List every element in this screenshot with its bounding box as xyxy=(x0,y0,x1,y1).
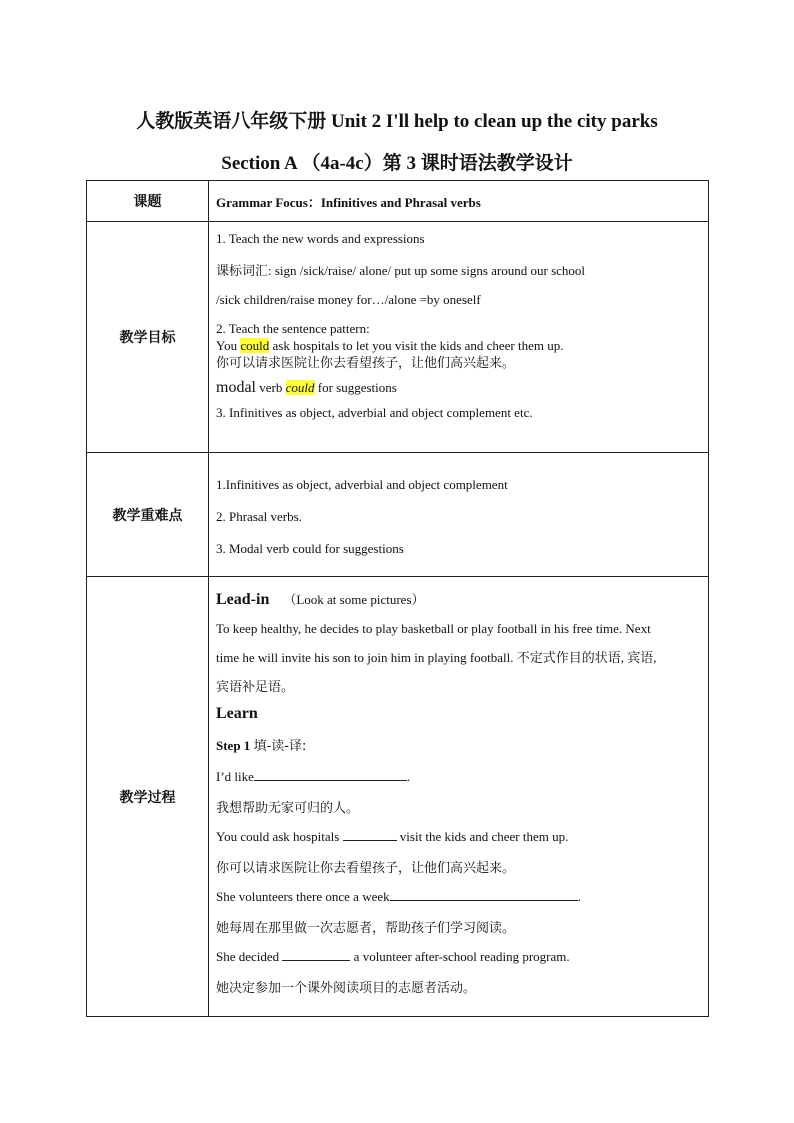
exercise-1: I’d like . xyxy=(216,769,411,784)
answer-blank[interactable] xyxy=(254,768,407,781)
key-points-cell xyxy=(209,453,709,577)
objective-line-8: 3. Infinitives as object, adverbial and object complement etc. xyxy=(216,405,533,420)
objectives-cell xyxy=(209,222,709,453)
exercise-3-translation: 她每周在那里做一次志愿者，帮助孩子们学习阅读。 xyxy=(216,921,516,936)
exercise-4: She decided a volunteer after-school reading program. xyxy=(216,949,570,964)
objective-line-1: 1. Teach the new words and expressions xyxy=(216,231,425,246)
highlight-could-italic: could xyxy=(285,380,315,395)
answer-blank[interactable] xyxy=(282,948,350,961)
process-cell xyxy=(209,577,709,1017)
topic-cell xyxy=(209,181,709,222)
leadin-heading: Lead-in （Look at some pictures） xyxy=(216,591,425,608)
exercise-1-translation: 我想帮助无家可归的人。 xyxy=(216,801,360,816)
objective-line-6: 你可以请求医院让你去看望孩子，让他们高兴起来。 xyxy=(216,356,516,371)
document-title-line2: Section A （4a-4c）第 3 课时语法教学设计 xyxy=(221,153,573,174)
answer-blank[interactable] xyxy=(390,888,578,901)
highlight-could: could xyxy=(240,338,270,353)
objective-line-5: You could ask hospitals to let you visit the kids and cheer them up. xyxy=(216,338,564,353)
table-row-objectives xyxy=(87,222,709,453)
topic-text: Grammar Focus：Infinitives and Phrasal verbs xyxy=(216,194,481,210)
table-row-key-points xyxy=(87,453,709,577)
exercise-3: She volunteers there once a week . xyxy=(216,889,581,904)
learn-heading: Learn xyxy=(216,705,258,722)
objective-line-4: 2. Teach the sentence pattern: xyxy=(216,321,370,336)
leadin-para-2: time he will invite his son to join him in playing football. 不定式作目的状语, 宾语, xyxy=(216,650,657,665)
label-key-points: 教学重难点 xyxy=(87,453,209,577)
exercise-2: You could ask hospitals visit the kids and cheer them up. xyxy=(216,829,569,844)
objective-line-3: /sick children/raise money for…/alone =by oneself xyxy=(216,292,481,307)
key-point-1: 1.Infinitives as object, adverbial and object complement xyxy=(216,477,508,492)
leadin-para-3: 宾语补足语。 xyxy=(216,679,295,694)
leadin-para-1: To keep healthy, he decides to play basketball or play football in his free time. Next xyxy=(216,621,651,636)
exercise-2-translation: 你可以请求医院让你去看望孩子，让他们高兴起来。 xyxy=(216,861,516,876)
answer-blank[interactable] xyxy=(343,828,397,841)
objective-line-7: modal verb could for suggestions xyxy=(216,379,397,396)
table-row-topic xyxy=(87,181,709,222)
table-row-process xyxy=(87,577,709,1017)
label-process: 教学过程 xyxy=(87,577,209,1017)
step-1-heading: Step 1 填-读-译: xyxy=(216,738,307,754)
key-point-2: 2. Phrasal verbs. xyxy=(216,509,302,524)
lesson-plan-table xyxy=(86,180,709,1017)
exercise-4-translation: 她决定参加一个课外阅读项目的志愿者活动。 xyxy=(216,981,477,996)
label-objectives: 教学目标 xyxy=(87,222,209,453)
label-topic: 课题 xyxy=(87,181,209,222)
key-point-3: 3. Modal verb could for suggestions xyxy=(216,541,404,556)
objective-line-2: 课标词汇: sign /sick/raise/ alone/ put up some signs around our school xyxy=(216,263,586,278)
document-title-line1: 人教版英语八年级下册 Unit 2 I'll help to clean up the city parks xyxy=(136,111,658,132)
